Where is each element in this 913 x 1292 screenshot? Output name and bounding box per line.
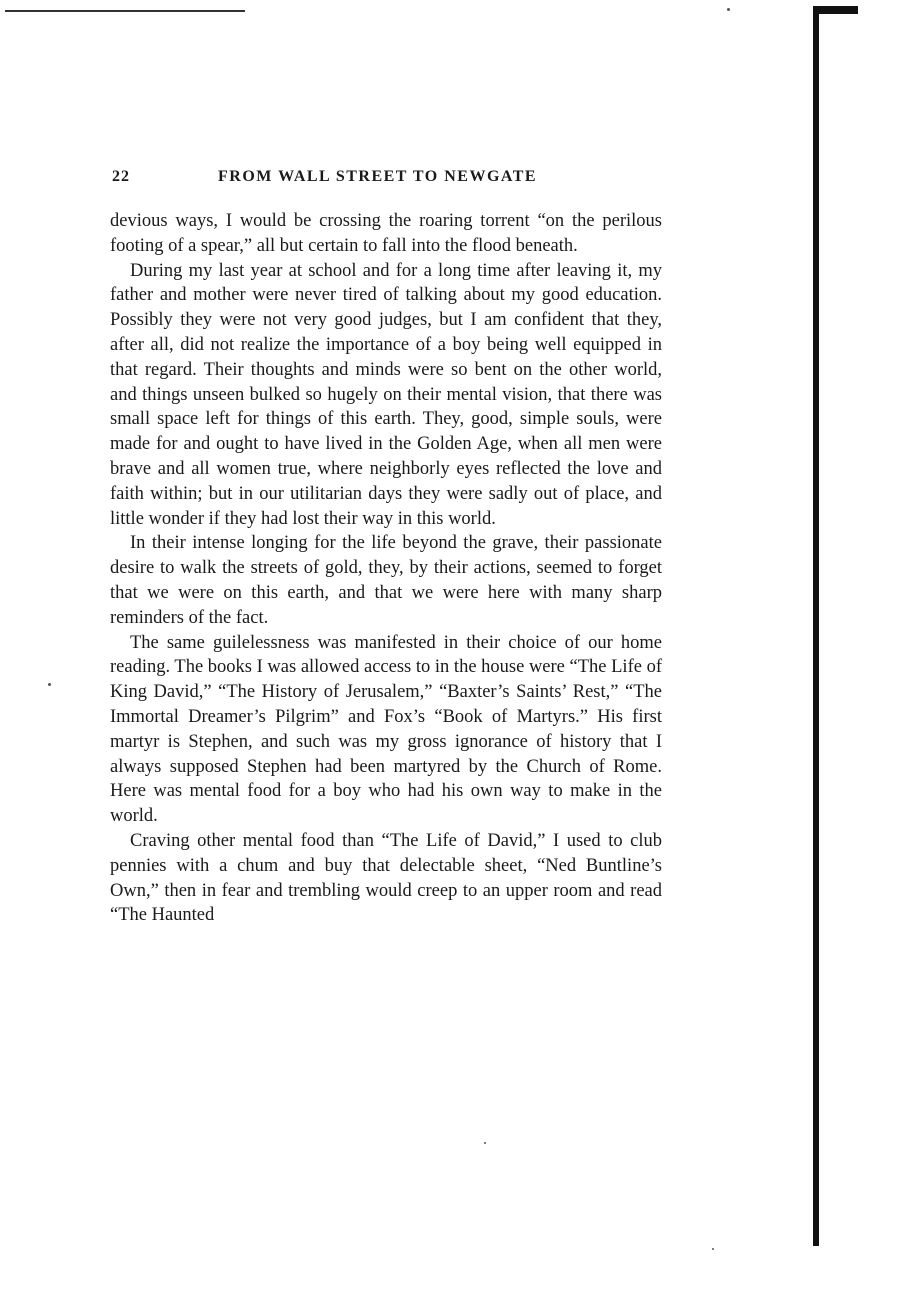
scan-speck <box>48 683 51 686</box>
top-scan-rule <box>5 10 245 12</box>
paragraph-continuation: devious ways, I would be crossing the roaring torrent “on the perilous footing of a spear,” all but certain to fall into the flood beneath. <box>110 211 662 256</box>
paragraph-craving: Craving other mental food than “The Life of David,” I used to club pennies with a chum and buy that delectable sheet, “Ned Buntline’s Own,” then in fear and trembling would creep to an upper room and read “The Haunted <box>110 830 662 926</box>
scan-speck <box>727 8 730 11</box>
paragraph-education: During my last year at school and for a long time after leaving it, my father and mother were never tired of talking about my good education. Possibly they were not very good judges, but I am confident that they, after all, did not realize the importance of a boy being well equipped in that regard. Their thoughts and minds were so bent on the other world, and things unseen bulked so hugely on their mental vision, that there was small space left for things of this earth. They, good, simple souls, were made for and ought to have lived in the Golden Age, when all men were brave and all women true, where neighborly eyes reflected the love and faith within; but in our utilitarian days they were sadly out of place, and little wonder if they had lost their way in this world. <box>110 260 662 529</box>
page-header <box>112 168 662 192</box>
scan-speck <box>484 1142 486 1144</box>
page-number: 22 <box>112 168 130 185</box>
body-text <box>110 209 662 928</box>
binding-edge-shadow-cap <box>813 6 858 14</box>
paragraph-longing: In their intense longing for the life beyond the grave, their passionate desire to walk the streets of gold, they, by their actions, seemed to forget that we were on this earth, and that we were here with many sharp reminders of the fact. <box>110 533 662 628</box>
paragraph-home-reading: The same guilelessness was manifested in their choice of our home reading. The books I was allowed access to in the house were “The Life of King David,” “The History of Jerusalem,” “Baxter’s Saints’ Rest,” “The Immortal Dreamer’s Pilgrim” and Fox’s “Book of Martyrs.” His first martyr is Stephen, and such was my gross ignorance of history that I always supposed Stephen had been martyred by the Church of Rome. Here was mental food for a boy who had his own way to make in the world. <box>110 632 662 827</box>
running-title: FROM WALL STREET TO NEWGATE <box>218 168 538 185</box>
scan-speck <box>712 1248 714 1250</box>
binding-edge-shadow <box>813 6 819 1246</box>
